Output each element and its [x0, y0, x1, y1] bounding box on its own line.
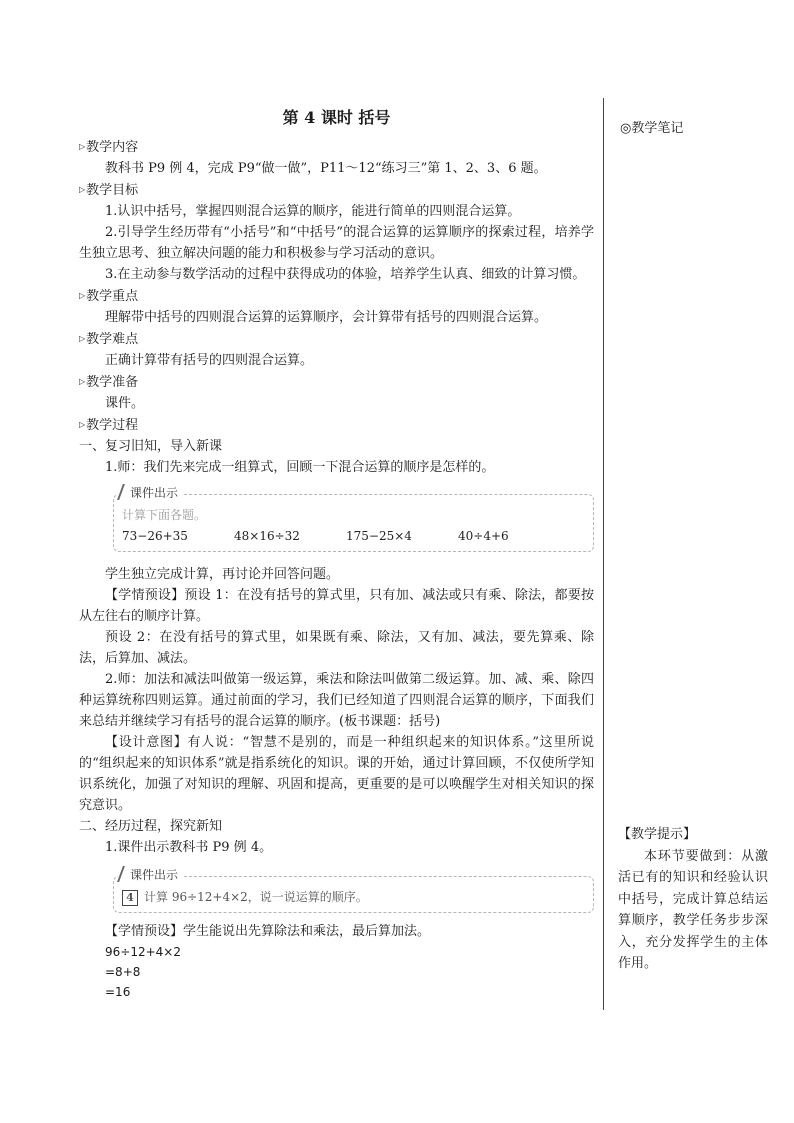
example-line: [122, 887, 585, 908]
part2-preset: 【学情预设】学生能说出先算除法和乘法，最后算加法。: [105, 924, 431, 939]
section-heading-process: ▷教学过程: [79, 418, 139, 433]
work-step: 96÷12+4×2: [105, 945, 181, 959]
courseware-box-2: [113, 868, 594, 913]
tip-body: 本环节要做到：从激活已有的知识和经验认识中括号，完成计算总结运算顺序，教学任务步步深入，充分发挥学生的主体作用。: [618, 848, 768, 971]
difficulty-text: 正确计算带有括号的四则混合运算。: [105, 353, 314, 368]
part2-line1: 1.课件出示教科书 P9 例 4。: [105, 840, 273, 855]
part2-heading: 二、经历过程，探究新知: [79, 819, 223, 834]
section-heading-goals: ▷教学目标: [79, 183, 139, 198]
expression: 40÷4+6: [458, 529, 509, 543]
prep-text: 课件。: [105, 396, 145, 411]
goal-item: 1.认识中括号，掌握四则混合运算的顺序，能进行简单的四则混合运算。: [105, 204, 521, 219]
section-heading-difficulty: ▷教学难点: [79, 332, 139, 347]
part1-line2: 2.师：加法和减法叫做第一级运算，乘法和除法叫做第二级运算。加、减、乘、除四种运算统称四则运算。通过前面的学习，我们已经知道了四则混合运算的顺序，下面我们来总结并继续学习有括号的混合运算的顺序。(板书课题：括号): [79, 672, 594, 729]
section-heading-key: ▷教学重点: [79, 289, 139, 304]
expression: 73−26+35: [122, 529, 188, 543]
teaching-notes-label: ◎教学笔记: [620, 121, 684, 136]
triangle-marker-icon: ▷: [79, 420, 86, 429]
expression-row: [122, 526, 585, 547]
work-step: =8+8: [105, 965, 141, 979]
part1-heading: 一、复习旧知，导入新课: [79, 439, 223, 454]
triangle-marker-icon: ▷: [79, 142, 86, 151]
key-text: 理解带中括号的四则混合运算的运算顺序，会计算带有括号的四则混合运算。: [105, 310, 548, 325]
part1-line1: 1.师：我们先来完成一组算式，回顾一下混合运算的顺序是怎样的。: [105, 460, 495, 475]
work-step: =16: [105, 985, 131, 999]
part1-after-box: 学生独立完成计算，再讨论并回答问题。: [105, 567, 340, 582]
triangle-marker-icon: ▷: [79, 334, 86, 343]
example-text: 计算 96÷12+4×2，说一说运算的顺序。: [144, 890, 368, 904]
section-heading-content: ▷教学内容: [79, 140, 139, 155]
courseware-tag: 课件出示: [118, 865, 184, 886]
page-title: 第 4 课时 括号: [282, 108, 391, 127]
example-number-badge: 4: [122, 890, 138, 906]
triangle-marker-icon: ▷: [79, 291, 86, 300]
part1-preset2: 预设 2：在没有括号的算式里，如果既有乘、除法，又有加、减法，要先算乘、除法，后算加、减法。: [79, 630, 594, 666]
triangle-marker-icon: ▷: [79, 185, 86, 194]
expression: 48×16÷32: [234, 529, 300, 543]
section-heading-prep: ▷教学准备: [79, 375, 139, 390]
expression: 175−25×4: [346, 529, 412, 543]
triangle-marker-icon: ▷: [79, 377, 86, 386]
main-column: [79, 104, 594, 1002]
teaching-tip: [618, 824, 768, 975]
courseware-tag: 课件出示: [118, 483, 184, 504]
courseware-box-1: [113, 486, 594, 552]
work-steps: [105, 942, 594, 1002]
goal-item: 2.引导学生经历带有“小括号”和“中括号”的混合运算的运算顺序的探索过程，培养学生独立思考、独立解决问题的能力和积极参与学习活动的意识。: [79, 225, 594, 261]
box-instruction: 计算下面各题。: [122, 508, 207, 522]
part1-design: 【设计意图】有人说：“智慧不是别的，而是一种组织起来的知识体系。”这里所说的“组织起来的知识体系”就是指系统化的知识。课的开始，通过计算回顾，不仅使所学知识系统化，加强了对知识的理解、巩固和提高，更重要的是可以唤醒学生对相关知识的探究意识。: [79, 735, 594, 813]
part1-preset1: 【学情预设】预设 1：在没有括号的算式里，只有加、减法或只有乘、除法，都要按从左往右的顺序计算。: [79, 588, 594, 624]
goal-item: 3.在主动参与数学活动的过程中获得成功的体验，培养学生认真、细致的计算习惯。: [105, 267, 586, 282]
content-text: 教科书 P9 例 4，完成 P9“做一做”，P11～12“练习三”第 1、2、3、6 题。: [105, 161, 547, 176]
column-divider: [603, 98, 604, 1010]
tip-title: 【教学提示】: [618, 827, 697, 842]
